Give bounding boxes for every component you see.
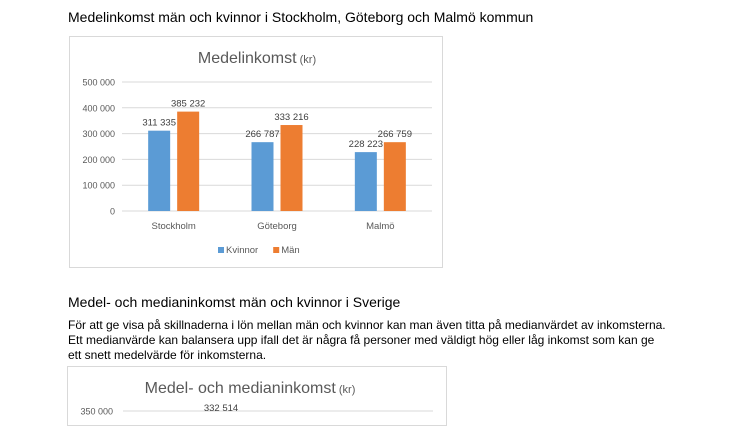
- data-label: 332 514: [203, 403, 239, 414]
- legend-label: Män: [281, 245, 300, 256]
- bar-kvinnor: [355, 152, 377, 211]
- data-label: 228 223: [348, 139, 384, 151]
- chart-title: [145, 380, 356, 397]
- legend-label: Kvinnor: [226, 245, 259, 256]
- chart-title-text: Medelinkomst: [197, 50, 297, 67]
- y-tick-label: 0: [109, 206, 115, 217]
- chart-title-unit: (kr): [335, 384, 356, 396]
- legend-swatch: [273, 247, 279, 253]
- legend-swatch: [218, 247, 224, 253]
- chart-title-text: Medel- och medianinkomst: [144, 380, 336, 397]
- data-label: 311 335: [142, 117, 176, 129]
- y-tick-label: 350 000: [80, 406, 113, 417]
- data-label: 333 216: [274, 112, 309, 124]
- chart-medel-median: [67, 366, 447, 426]
- data-label: 385 232: [170, 98, 206, 110]
- section-heading-sweden-income: Medel- och medianinkomst män och kvinnor i Sverige: [68, 294, 401, 310]
- data-label: 266 759: [377, 129, 413, 141]
- chart-medelinkomst-svg: [70, 37, 444, 269]
- chart-medelinkomst: [69, 36, 443, 268]
- x-tick-label: Malmö: [366, 221, 395, 232]
- data-label: 266 787: [245, 129, 280, 141]
- y-tick-label: 200 000: [82, 154, 115, 165]
- y-tick-label: 400 000: [82, 103, 115, 114]
- bar-män: [177, 112, 199, 211]
- chart-title: [198, 50, 316, 67]
- bar-kvinnor: [252, 142, 274, 211]
- chart-title-unit: (kr): [296, 54, 317, 66]
- x-tick-label: Stockholm: [151, 221, 196, 232]
- y-tick-label: 500 000: [82, 77, 115, 88]
- x-tick-label: Göteborg: [257, 221, 297, 232]
- y-tick-label: 100 000: [82, 180, 115, 191]
- y-tick-label: 300 000: [82, 129, 115, 140]
- section-heading-city-income: Medelinkomst män och kvinnor i Stockholm, Göteborg och Malmö kommun: [68, 9, 534, 25]
- bar-män: [281, 125, 303, 211]
- bar-kvinnor: [148, 131, 170, 211]
- bar-män: [384, 142, 406, 211]
- chart-medel-median-svg: [68, 367, 448, 427]
- section-paragraph: För att ge visa på skillnaderna i lön mellan män och kvinnor kan man även titta på medianvärdet av inkomsterna. Ett medianvärde kan balansera upp ifall det är några få personer med väldigt hög eller låg inkomst som kan ge ett snett medelvärde för inkomsterna.: [68, 318, 666, 362]
